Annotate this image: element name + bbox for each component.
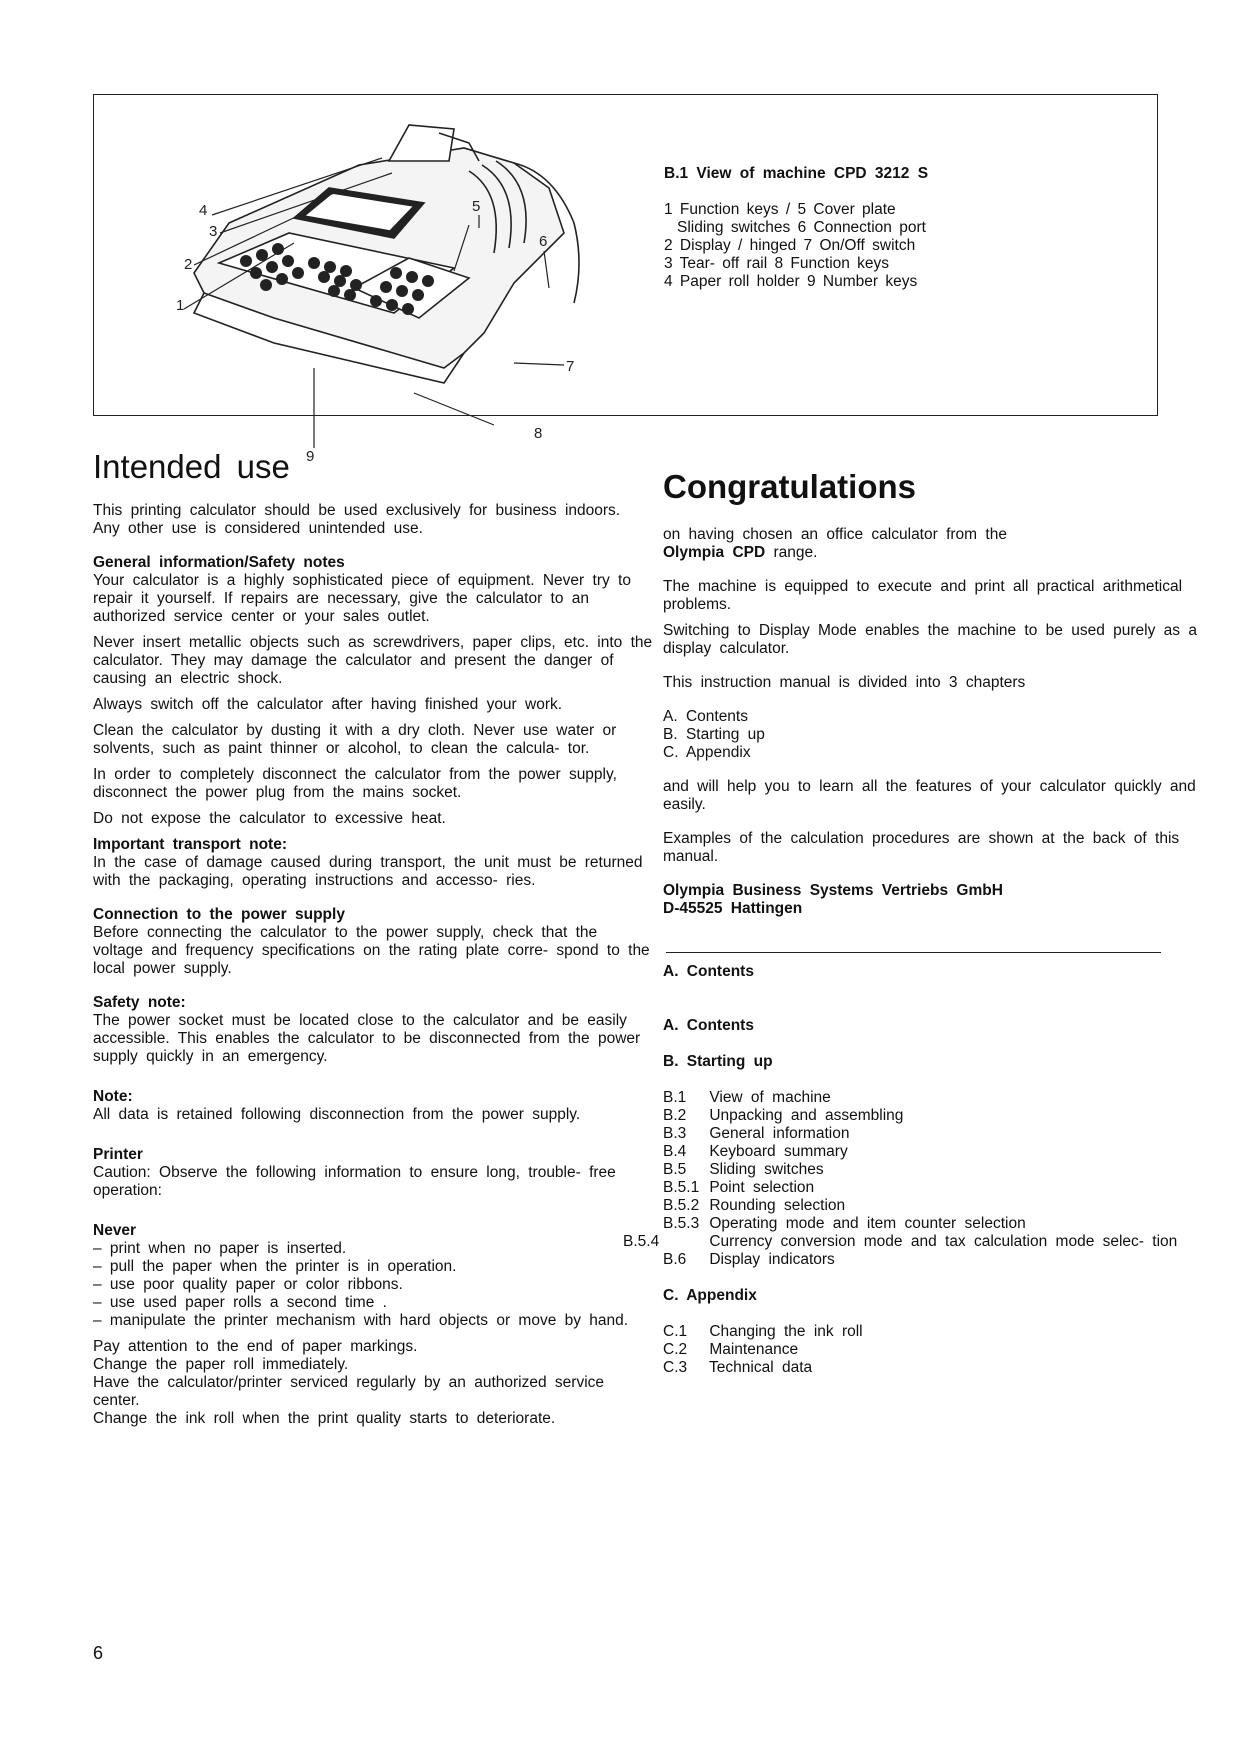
chapter-item: B. Starting up: [663, 726, 765, 743]
calculator-illustration: [154, 103, 654, 465]
toc-title: A. Contents: [663, 963, 754, 980]
transport-heading: Important transport note:: [93, 836, 287, 853]
toc-item-number: B.1: [663, 1089, 687, 1106]
congrats-intro: on having chosen an office calculator from the: [663, 526, 1007, 543]
toc-item: [663, 1215, 1203, 1233]
range-name: Olympia CPD: [663, 544, 766, 561]
legend-line: 2 Display / hinged 7 On/Off switch: [664, 237, 916, 254]
toc-b-list: [623, 1089, 1203, 1269]
congrats-paragraph: and will help you to learn all the features of your calculator quickly and easily.: [663, 778, 1196, 813]
list-item: – use poor quality paper or color ribbons.: [93, 1276, 403, 1293]
company-address: D-45525 Hattingen: [663, 900, 803, 917]
toc-item-text: Rounding selection: [709, 1197, 846, 1214]
toc-item-text: Technical data: [709, 1359, 813, 1376]
general-paragraph: Your calculator is a highly sophisticated piece of equipment. Never try to repair it yourself. If repairs are necessary, give the calculator to an authorized service center or your sales outlet.: [93, 572, 631, 625]
toc-item-number: B.5.2: [663, 1197, 700, 1214]
toc-item-number: B.5.4: [623, 1233, 660, 1250]
left-column: [93, 448, 653, 1428]
general-paragraph: Clean the calculator by dusting it with a dry cloth. Never use water or solvents, such as paint thinner or alcohol, to clean the calcula- tor.: [93, 722, 617, 757]
list-item: – print when no paper is inserted.: [93, 1240, 347, 1257]
general-paragraph: Always switch off the calculator after having finished your work.: [93, 696, 563, 713]
toc-item-number: B.5.3: [663, 1215, 700, 1232]
toc-item: [663, 1359, 1203, 1377]
transport-text: In the case of damage caused during transport, the unit must be returned with the packaging, operating instructions and accesso- ries.: [93, 854, 643, 889]
toc-item-number: B.5: [663, 1161, 687, 1178]
never-heading: Never: [93, 1222, 137, 1239]
toc-item: [663, 1323, 1203, 1341]
toc-item-number: C.3: [663, 1359, 688, 1376]
toc-item-number: C.2: [663, 1341, 688, 1358]
general-paragraph: Never insert metallic objects such as screwdrivers, paper clips, etc. into the calculator. They may damage the calculator and present the danger of causing an electric shock.: [93, 634, 653, 687]
chapter-item: C. Appendix: [663, 744, 751, 761]
list-item: – pull the paper when the printer is in operation.: [93, 1258, 457, 1275]
toc-item-text: Keyboard summary: [709, 1143, 848, 1160]
toc-item-number: B.2: [663, 1107, 687, 1124]
congrats-paragraph: Examples of the calculation procedures are shown at the back of this manual.: [663, 830, 1180, 865]
list-item: – use used paper rolls a second time .: [93, 1294, 387, 1311]
intended-use-text: This printing calculator should be used exclusively for business indoors. Any other use is considered unintended use.: [93, 502, 621, 537]
figure-title: B.1 View of machine CPD 3212 S: [664, 165, 929, 182]
printer-heading: Printer: [93, 1146, 143, 1163]
callout-2: 2: [184, 256, 193, 273]
callout-5: 5: [472, 198, 481, 215]
toc-item: [663, 1197, 1203, 1215]
toc-item: [663, 1143, 1203, 1161]
toc-item-number: B.6: [663, 1251, 687, 1268]
power-text: Before connecting the calculator to the power supply, check that the voltage and frequency specifications on the rating plate corre- spond to the local power supply.: [93, 924, 650, 977]
toc-item: [663, 1107, 1203, 1125]
company-name: Olympia Business Systems Vertriebs GmbH: [663, 882, 1003, 899]
toc-item-text: Point selection: [709, 1179, 815, 1196]
closing-line: Change the ink roll when the print quality starts to deteriorate.: [93, 1410, 556, 1427]
closing-line: Have the calculator/printer serviced regularly by an authorized service center.: [93, 1374, 605, 1409]
general-info-heading: General information/Safety notes: [93, 554, 345, 571]
general-paragraph: In order to completely disconnect the calculator from the power supply, disconnect the power plug from the mains socket.: [93, 766, 617, 801]
toc-item-text: Sliding switches: [709, 1161, 824, 1178]
toc-section-b: B. Starting up: [663, 1053, 773, 1070]
toc-item-number: C.1: [663, 1323, 688, 1340]
closing-line: Change the paper roll immediately.: [93, 1356, 349, 1373]
never-list: [93, 1240, 653, 1330]
list-item: – manipulate the printer mechanism with hard objects or move by hand.: [93, 1312, 629, 1329]
toc-item: [663, 1341, 1203, 1359]
callout-9: 9: [306, 448, 315, 465]
general-paragraph: Do not expose the calculator to excessive heat.: [93, 810, 446, 827]
power-heading: Connection to the power supply: [93, 906, 345, 923]
toc-item-text: General information: [709, 1125, 850, 1142]
toc-item-text: Changing the ink roll: [709, 1323, 863, 1340]
toc-item: [663, 1179, 1203, 1197]
safety-heading: Safety note:: [93, 994, 186, 1011]
toc-c-list: [663, 1323, 1203, 1377]
congrats-paragraph: This instruction manual is divided into 3 chapters: [663, 674, 1026, 691]
closing-line: Pay attention to the end of paper markings.: [93, 1338, 418, 1355]
toc-item: [663, 1161, 1203, 1179]
toc-section-a: A. Contents: [663, 1017, 754, 1034]
toc-item: [623, 1233, 1203, 1251]
right-column: [623, 468, 1203, 1395]
callout-6: 6: [539, 233, 548, 250]
toc-item: [663, 1089, 1203, 1107]
intended-use-heading: Intended use: [93, 448, 290, 485]
legend-line: 4 Paper roll holder 9 Number keys: [664, 273, 918, 290]
callout-4: 4: [199, 202, 208, 219]
toc-item-text: View of machine: [709, 1089, 831, 1106]
congrats-paragraph: Switching to Display Mode enables the machine to be used purely as a display calculator.: [663, 622, 1197, 657]
toc-section-c: C. Appendix: [663, 1287, 757, 1304]
callout-8: 8: [534, 425, 543, 442]
legend-line: 3 Tear- off rail 8 Function keys: [664, 255, 890, 272]
callout-1: 1: [176, 297, 185, 314]
page-number: 6: [93, 1643, 104, 1663]
legend-line: 1 Function keys / 5 Cover plate: [664, 201, 896, 218]
range-tail: range.: [765, 544, 818, 561]
congrats-paragraph: The machine is equipped to execute and print all practical arithmetical problems.: [663, 578, 1183, 613]
printer-text: Caution: Observe the following information to ensure long, trouble- free operation:: [93, 1164, 616, 1199]
callout-3: 3: [209, 223, 218, 240]
legend-line: Sliding switches 6 Connection port: [677, 219, 926, 236]
toc-item: [663, 1125, 1203, 1143]
chapter-item: A. Contents: [663, 708, 748, 725]
toc-item-text: Maintenance: [709, 1341, 799, 1358]
toc-item: [663, 1251, 1203, 1269]
congratulations-heading: Congratulations: [663, 468, 916, 505]
toc-item-number: B.3: [663, 1125, 687, 1142]
toc-item-number: B.4: [663, 1143, 687, 1160]
toc-item-number: B.5.1: [663, 1179, 700, 1196]
toc-item-text: Currency conversion mode and tax calculation mode selec- tion: [709, 1233, 1178, 1250]
figure-box: [93, 94, 1158, 465]
toc-item-text: Unpacking and assembling: [709, 1107, 904, 1124]
toc-item-text: Display indicators: [709, 1251, 835, 1268]
safety-text: The power socket must be located close to the calculator and be easily accessible. This enables the calculator to be disconnected from the power supply quickly in an emergency.: [93, 1012, 641, 1065]
figure-caption: [664, 165, 1144, 291]
toc-item-text: Operating mode and item counter selection: [709, 1215, 1026, 1232]
note-heading: Note:: [93, 1088, 133, 1105]
note-text: All data is retained following disconnection from the power supply.: [93, 1106, 581, 1123]
toc-divider: [666, 952, 1161, 953]
callout-7: 7: [566, 358, 575, 375]
